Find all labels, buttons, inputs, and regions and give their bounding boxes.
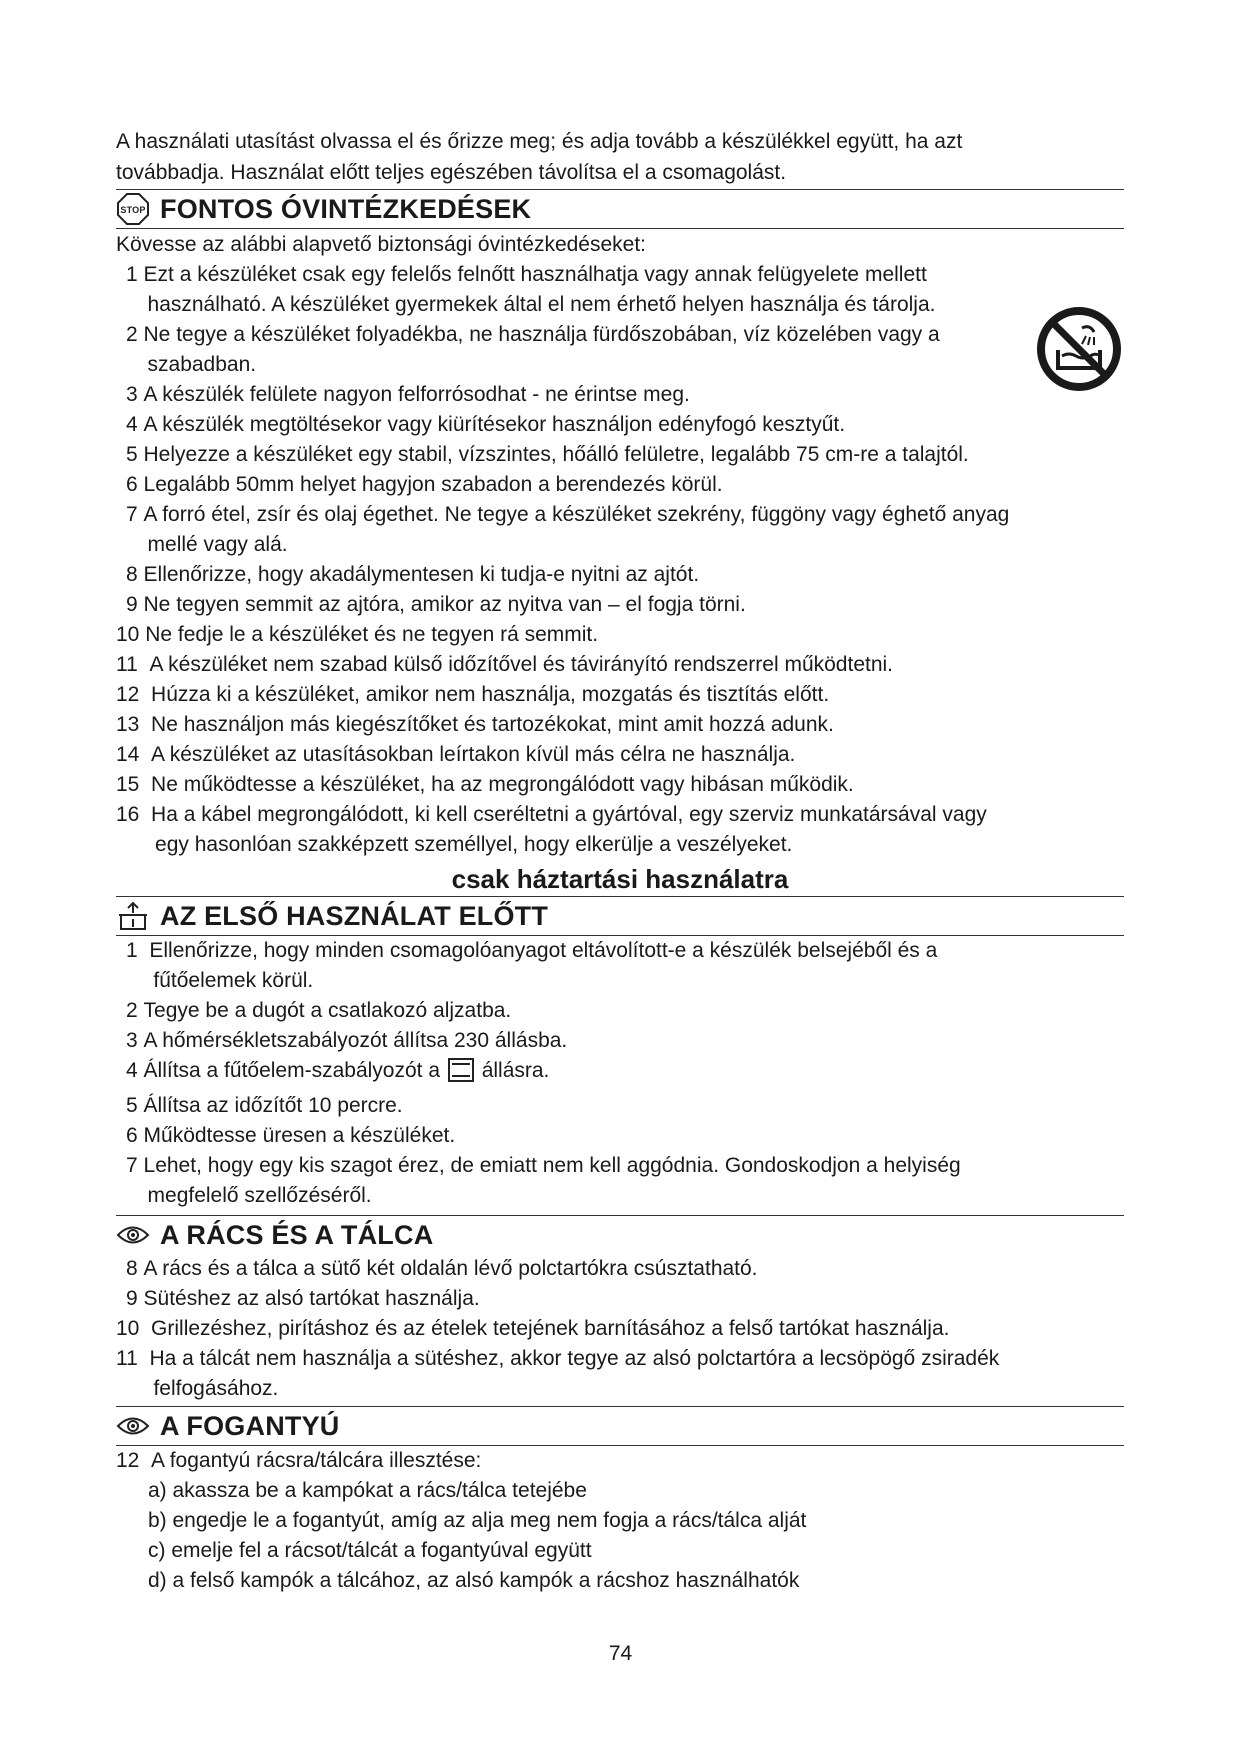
item-line: Tegye be a dugót a csatlakozó aljzatba. [143,999,512,1022]
item-text-post: állásra. [481,1059,550,1082]
list-item [116,320,1124,380]
item-number: 2 [126,323,144,346]
list-item [116,1091,1124,1121]
item-line: A készülék megtöltésekor vagy kiürítésekor használjon edényfogó kesztyűt. [143,413,846,436]
item-text [144,1121,1124,1151]
item-line: Ha a tálcát nem használja a sütéshez, akkor tegye az alsó polctartóra a lecsöpögő zsiradék [149,1347,1000,1370]
precautions-list [116,260,1124,860]
intro-line-2: továbbadja. Használat előtt teljes egészében távolítsa el a csomagolást. [116,161,787,184]
item-text [151,680,1124,710]
item-line: megfelelő szellőzéséről. [147,1184,372,1207]
item-text [144,1026,1124,1056]
handle-subitems [116,1476,1124,1596]
item-line: A forró étel, zsír és olaj égethet. Ne tegye a készüléket szekrény, függöny vagy éghető anyag [143,503,1010,526]
item-line: A készüléket az utasításokban leírtakon kívül más célra ne használja. [151,743,796,766]
intro-line-1: A használati utasítást olvassa el és őrizze meg; és adja tovább a készülékkel együtt, ha azt [116,130,963,153]
item-line: Működtesse üresen a készüléket. [143,1124,456,1147]
item-line: A készülék felülete nagyon felforrósodhat - ne érintse meg. [143,383,690,406]
item-line: Sütéshez az alsó tartókat használja. [143,1287,480,1310]
item-line: Lehet, hogy egy kis szagot érez, de emiatt nem kell aggódnia. Gondoskodjon a helyiség [143,1154,961,1177]
item-line: Állítsa az időzítőt 10 percre. [143,1094,403,1117]
list-item [116,260,1124,320]
item-line: használható. A készüléket gyermekek által el nem érhető helyen használja és tárolja. [147,293,936,316]
list-item [116,800,1124,860]
page-number: 74 [608,1642,633,1665]
item-text [144,380,1124,410]
item-text [145,620,1124,650]
eye-icon [116,1220,150,1250]
item-text [151,710,1124,740]
item-text [144,1151,1124,1211]
item-text [144,1056,1124,1091]
item-text [151,1314,1124,1344]
item-line: Húzza ki a készüléket, amikor nem használja, mozgatás és tisztítás előtt. [151,683,830,706]
item-text [149,936,1124,996]
item-text [151,740,1124,770]
sub-item: b) engedje le a fogantyút, amíg az alja meg nem fogja a rács/tálca alját [148,1509,807,1532]
list-item [116,1026,1124,1056]
item-number: 4 [126,413,144,436]
item-number: 11 [116,1347,150,1370]
item-line: Ne fedje le a készüléket és ne tegyen rá semmit. [145,623,599,646]
list-item [116,1121,1124,1151]
item-number: 16 [116,803,152,826]
item-number: 6 [126,1124,144,1147]
item-number: 13 [116,713,152,736]
item-line: A készüléket nem szabad külső időzítővel és távirányító rendszerrel működtetni. [149,653,894,676]
section-lead: Kövesse az alábbi alapvető biztonsági óvintézkedéseket: [116,233,647,256]
item-line: Ne tegyen semmit az ajtóra, amikor az nyitva van – el fogja törni. [143,593,746,616]
item-number: 10 [116,1317,152,1340]
item-line: Ha a kábel megrongálódott, ki kell cseréltetni a gyártóval, egy szerviz munkatársával vagy [151,803,987,826]
section-title: AZ ELSŐ HASZNÁLAT ELŐTT [160,901,549,931]
item-text [144,590,1124,620]
item-text [144,320,1124,380]
item-number: 8 [126,563,144,586]
section-title: FONTOS ÓVINTÉZKEDÉSEK [160,194,532,224]
item-line: Grillezéshez, pirításhoz és az ételek tetejének barnításához a felső tartókat használja. [151,1317,950,1340]
item-number: 5 [126,443,144,466]
item-line: Ezt a készüléket csak egy felelős felnőtt használhatja vagy annak felügyelete mellett [143,263,927,286]
item-number: 12 [116,1449,152,1472]
list-item [116,1314,1124,1344]
item-number: 10 [116,623,146,646]
item-text [149,650,1124,680]
item-number: 3 [126,383,144,406]
item-number: 4 [126,1059,144,1082]
manual-page [116,126,1124,1596]
intro-text [116,126,1124,188]
item-line: szabadban. [147,353,257,376]
section-title: A RÁCS ÉS A TÁLCA [160,1220,434,1250]
item-text: A fogantyú rácsra/tálcára illesztése: [151,1449,482,1472]
list-item [116,1151,1124,1211]
item-line: Helyezze a készüléket egy stabil, vízszintes, hőálló felületre, legalább 75 cm-re a talajtól. [143,443,969,466]
item-line: fűtőelemek körül. [153,969,314,992]
item-number: 1 [126,939,150,962]
eye-icon [116,1411,150,1441]
top-bottom-heating-icon [448,1058,474,1091]
item-line: Ne tegye a készüléket folyadékba, ne használja fürdőszobában, víz közelében vagy a [143,323,940,346]
item-line: egy hasonlóan szakképzett személlyel, hogy elkerülje a veszélyeket. [155,833,793,856]
item-text [149,1344,1124,1404]
item-text [144,1091,1124,1121]
item-number: 8 [126,1257,144,1280]
item-number: 15 [116,773,152,796]
list-item [116,996,1124,1026]
stop-icon [116,194,150,224]
item-number: 6 [126,473,144,496]
item-line: Ellenőrizze, hogy akadálymentesen ki tudja-e nyitni az ajtót. [143,563,700,586]
list-item [116,380,1124,410]
list-item [116,740,1124,770]
item-text [144,560,1124,590]
item-number: 9 [126,593,144,616]
sub-item: c) emelje fel a rácsot/tálcát a fogantyúval együtt [148,1539,592,1562]
item-number: 9 [126,1287,144,1310]
item-text [144,996,1124,1026]
item-line: A rács és a tálca a sütő két oldalán lévő polctartókra csúsztatható. [143,1257,758,1280]
item-line: felfogásához. [153,1377,279,1400]
section-heading-first-use [116,897,1124,935]
section-heading-handle [116,1407,1124,1445]
item-line: A hőmérsékletszabályozót állítsa 230 állásba. [143,1029,568,1052]
list-item [116,560,1124,590]
item-text [144,470,1124,500]
item-line: Ellenőrizze, hogy minden csomagolóanyagot eltávolított-e a készülék belsejéből és a [149,939,938,962]
list-item [116,500,1124,560]
section-title: A FOGANTYÚ [160,1411,340,1441]
rack-tray-list [116,1254,1124,1404]
section-heading-precautions [116,190,1124,228]
list-item [116,770,1124,800]
item-number: 7 [126,1154,144,1177]
item-number: 11 [116,653,150,676]
item-text [144,1254,1124,1284]
first-use-list [116,936,1124,1211]
item-line: Legalább 50mm helyet hagyjon szabadon a berendezés körül. [143,473,723,496]
list-item [116,1254,1124,1284]
list-item [116,440,1124,470]
list-item [116,936,1124,996]
list-item [116,410,1124,440]
item-line: mellé vagy alá. [147,533,288,556]
section-heading-rack-tray [116,1216,1124,1254]
no-water-bathroom-icon [1036,306,1122,397]
item-number: 2 [126,999,144,1022]
svg-text:STOP: STOP [120,205,146,215]
item-text [144,440,1124,470]
item-text [151,800,1124,860]
sub-item: d) a felső kampók a tálcához, az alsó kampók a rácshoz használhatók [148,1569,800,1592]
item-number: 3 [126,1029,144,1052]
item-line: Ne működtesse a készüléket, ha az megrongálódott vagy hibásan működik. [151,773,854,796]
item-number: 1 [126,263,144,286]
list-item [116,1056,1124,1091]
list-item [116,470,1124,500]
item-number: 12 [116,683,152,706]
list-item [116,710,1124,740]
list-item [116,590,1124,620]
item-text [144,260,1124,320]
item-text [144,500,1124,560]
list-item [116,650,1124,680]
item-text [144,410,1124,440]
item-number: 5 [126,1094,144,1117]
household-note: csak háztartási használatra [451,864,789,894]
item-text-pre: Állítsa a fűtőelem-szabályozót a [143,1059,440,1082]
handle-list [116,1446,1124,1476]
unpack-box-icon [116,901,150,931]
item-text [144,1284,1124,1314]
sub-item: a) akassza be a kampókat a rács/tálca tetejébe [148,1479,587,1502]
list-item [116,680,1124,710]
item-text [151,770,1124,800]
list-item [116,620,1124,650]
list-item [116,1446,1124,1476]
list-item [116,1284,1124,1314]
item-number: 7 [126,503,144,526]
item-line: Ne használjon más kiegészítőket és tartozékokat, mint amit hozzá adunk. [151,713,834,736]
list-item [116,1344,1124,1404]
item-number: 14 [116,743,152,766]
